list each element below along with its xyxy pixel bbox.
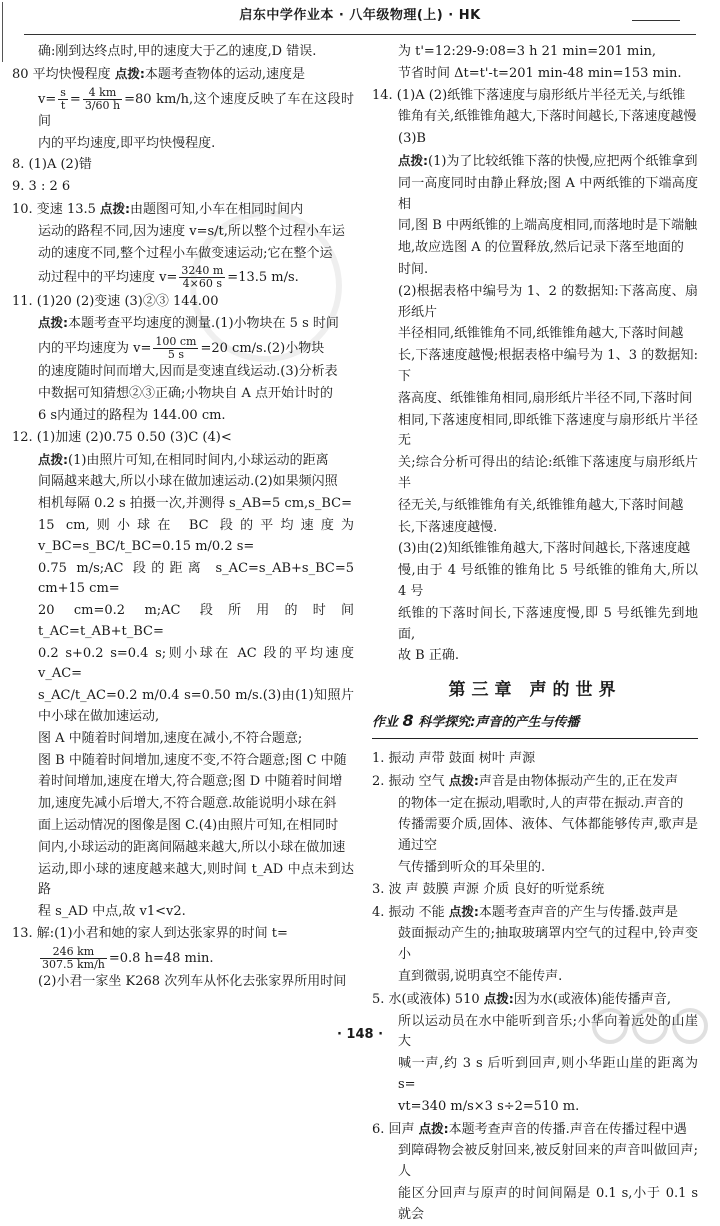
exercise-2-answer: 2. 振动 空气 bbox=[372, 773, 449, 789]
fraction bbox=[83, 87, 122, 112]
exercise-4-line: 直到微弱,说明真空不能传声. bbox=[398, 969, 563, 985]
hint-label: 点拨: bbox=[100, 200, 131, 216]
hint-label: 点拨: bbox=[114, 65, 145, 81]
answer-14-line: (3)由(2)知纸锥锥角越大,下落时间越长,下落速度越 bbox=[398, 541, 691, 557]
exercise-4 bbox=[372, 902, 698, 924]
exercise-4-line: 鼓面振动产生的;抽取玻璃罩内空气的过程中,铃声变小 bbox=[398, 926, 698, 963]
answer-14-hint bbox=[372, 151, 698, 173]
hint-label: 点拨: bbox=[448, 772, 479, 788]
fraction bbox=[153, 336, 198, 361]
section-title bbox=[372, 708, 698, 739]
exercise-1: 1. 振动 声带 鼓面 树叶 声源 bbox=[372, 751, 536, 767]
answer-10-line4 bbox=[12, 265, 354, 290]
hint-label: 点拨: bbox=[38, 315, 68, 331]
denominator: 5 s bbox=[167, 348, 184, 362]
answer-14-line: 时间. bbox=[398, 261, 429, 277]
denominator: 4×60 s bbox=[182, 277, 223, 291]
answer-9: 9. 3 : 2 6 bbox=[12, 179, 71, 195]
answer-13-formula bbox=[12, 946, 354, 971]
formula-text: v= bbox=[38, 91, 57, 107]
exercise-6-line: 到障碍物会被反射回来,被反射回来的声音叫做回声;人 bbox=[398, 1143, 698, 1180]
exercise-4-answer: 4. 振动 不能 bbox=[372, 904, 449, 920]
answer-12-line: 面上运动情况的图像是图 C.(4)由照片可知,在相同时 bbox=[38, 818, 339, 834]
answer-11-hint bbox=[12, 313, 354, 335]
answer-13-cont1: 为 t'=12:29-9:08=3 h 21 min=201 min, bbox=[398, 44, 657, 59]
fraction bbox=[58, 87, 68, 112]
answer-14: 14. (1)A (2)纸锥下落速度与扇形纸片半径无关,与纸锥 bbox=[372, 87, 686, 103]
denominator: t bbox=[60, 98, 66, 112]
answer-12-line: s_AC/t_AC=0.2 m/0.4 s=0.50 m/s.(3)由(1)知照片中小球在做加速运动, bbox=[38, 688, 354, 725]
hint-label: 点拨: bbox=[418, 1120, 449, 1136]
answer-8: 8. (1)A (2)错 bbox=[12, 157, 92, 173]
header-rule bbox=[24, 34, 696, 35]
hint-text: 声音是由物体振动产生的,正在发声 bbox=[478, 773, 678, 789]
answer-12-line: 20 cm=0.2 m;AC 段所用的时间 t_AC=t_AB+t_BC= bbox=[38, 603, 354, 639]
answer-7 bbox=[12, 64, 354, 86]
answer-11-line4: 中数据可知猜想②③正确;小物块自 A 点开始计时的 bbox=[38, 386, 334, 402]
denominator: 307.5 km/h bbox=[42, 957, 105, 971]
answer-12-line: 加,速度先减小后增大,不符合题意.故能说明小球在斜 bbox=[38, 796, 337, 812]
exercise-5-line: vt=340 m/s×3 s÷2=510 m. bbox=[398, 1098, 580, 1114]
answer-12-hint bbox=[12, 450, 354, 472]
exercise-5-line: 喊一声,约 3 s 后听到回声,则小华距山崖的距离为 s= bbox=[398, 1056, 698, 1093]
answer-14-line2: 锥角有关,纸锥锥角越大,下落时间越长,下落速度越慢 bbox=[398, 109, 697, 125]
formula-text: =0.8 h=48 min. bbox=[108, 950, 214, 966]
answer-13-line2: (2)小君一家坐 K268 次列车从怀化去张家界所用时间 bbox=[38, 974, 347, 990]
denominator: 3/60 h bbox=[84, 98, 121, 112]
answer-14-line: 长,下落速度越慢. bbox=[398, 519, 498, 535]
hint-label: 点拨: bbox=[483, 990, 514, 1006]
exercise-5-answer: 5. 水(或液体) 510 bbox=[372, 991, 484, 1007]
answer-14-line3: (3)B bbox=[398, 131, 426, 147]
answer-12-line: 运动,即小球的速度越来越大,则时间 t_AD 中点未到达路 bbox=[38, 861, 354, 898]
answer-14-line: 故 B 正确. bbox=[398, 648, 459, 664]
formula-text: =13.5 m/s. bbox=[227, 270, 299, 286]
numerator: 3240 m bbox=[181, 264, 224, 278]
hint-label: 点拨: bbox=[448, 903, 479, 919]
answer-12-line: 间隔越来越大,所以小球在做加速运动.(2)如果频闪照 bbox=[38, 474, 338, 490]
line-d-wrong: 确:刚到达终点时,甲的速度大于乙的速度,D 错误. bbox=[38, 44, 317, 59]
answer-14-line: 落高度、纸锥锥角相同,扇形纸片半径不同,下落时间 bbox=[398, 390, 693, 406]
exercise-2-line: 传播需要介质,固体、液体、气体都能够传声,歌声是通过空 bbox=[398, 817, 698, 854]
answer-14-line: 相同,下落速度相同,即纸锥下落速度与扇形纸片半径无 bbox=[398, 412, 698, 449]
answer-12-line: 图 A 中随着时间增加,速度在减小,不符合题意; bbox=[38, 730, 303, 746]
answer-14-line: 半径相同,纸锥锥角不同,纸锥锥角越大,下落时间越 bbox=[398, 326, 684, 342]
answer-10-text: 10. 变速 13.5 bbox=[12, 201, 101, 217]
exercise-2-line: 的物体一定在振动,唱歌时,人的声带在振动.声音的 bbox=[398, 795, 684, 811]
answer-12-line: 15 cm,则小球在 BC 段的平均速度为 v_BC=s_BC/t_BC=0.15 m/0.2 s= bbox=[38, 517, 354, 554]
formula-text: 内的平均速度为 v= bbox=[38, 341, 152, 357]
hint-label: 点拨: bbox=[398, 152, 428, 168]
answer-11: 11. (1)20 (2)变速 (3)②③ 144.00 bbox=[12, 293, 219, 309]
hint-label: 点拨: bbox=[38, 451, 68, 467]
answer-12-line: 着时间增加,速度在增大,符合题意;图 D 中随着时间增 bbox=[38, 774, 343, 790]
fraction bbox=[40, 946, 107, 971]
answer-12-line: 0.2 s+0.2 s=0.4 s;则小球在 AC 段的平均速度 v_AC= bbox=[38, 645, 354, 682]
answer-14-line: 关;综合分析可得出的结论:纸锥下落速度与扇形纸片半 bbox=[398, 455, 698, 491]
answer-14-line: 纸锥的下落时间长,下落速度慢,即 5 号纸锥先到地面, bbox=[398, 605, 698, 642]
answer-14-line: 慢,由于 4 号纸锥的锥角比 5 号纸锥的锥角大,所以 4 号 bbox=[398, 563, 698, 599]
page-header: 启东中学作业本 · 八年级物理(上) · HK bbox=[239, 8, 481, 23]
exercise-2 bbox=[372, 771, 698, 793]
numerator: 4 km bbox=[83, 87, 122, 100]
exercise-5-line: 所以运动员在水中能听到音乐;小华向着远处的山崖大 bbox=[398, 1013, 698, 1050]
exercise-3: 3. 波 声 鼓膜 声源 介质 良好的听觉系统 bbox=[372, 881, 605, 897]
answer-14-line: 长,下落速度越慢;根据表格中编号为 1、3 的数据知:下 bbox=[398, 348, 698, 384]
hint-text: 本题考查声音的传播.声音在传播过程中遇 bbox=[448, 1121, 687, 1137]
answer-14-line: 径无关,与纸锥锥角有关,纸锥锥角越大,下落时间越 bbox=[398, 497, 684, 513]
exercise-6-answer: 6. 回声 bbox=[372, 1121, 419, 1137]
left-column bbox=[12, 42, 354, 1014]
exercise-2-line: 气传播到听众的耳朵里的. bbox=[398, 860, 546, 876]
section-label: 作业 bbox=[372, 715, 403, 731]
answer-12-line: 程 s_AD 中点,故 v1<v2. bbox=[38, 904, 186, 920]
answer-13: 13. 解:(1)小君和她的家人到达张家界的时间 t= bbox=[12, 926, 288, 942]
answer-12-line: 0.75 m/s;AC 段的距离 s_AC=s_AB+s_BC=5 cm+15 cm= bbox=[38, 560, 354, 597]
section-number: 8 bbox=[402, 711, 414, 731]
answer-11-line5: 6 s内通过的路程为 144.00 cm. bbox=[38, 407, 226, 423]
numerator: 246 km bbox=[40, 946, 107, 959]
hint-text: 因为水(或液体)能传播声音, bbox=[513, 991, 672, 1007]
hint-text: 本题考查声音的产生与传播.鼓声是 bbox=[478, 904, 678, 920]
answer-7-formula bbox=[12, 87, 354, 133]
formula-text: = bbox=[69, 91, 81, 107]
fraction bbox=[179, 265, 225, 290]
page-number: · 148 · bbox=[336, 1027, 384, 1043]
answer-11-line3: 的速度随时间而增大,因而是变速直线运动.(3)分析表 bbox=[38, 364, 338, 380]
hint-text: (1)为了比较纸锥下落的快慢,应把两个纸锥拿到 bbox=[428, 153, 698, 169]
answer-14-line: 同一高度同时由静止释放;图 A 中两纸锥的下端高度相 bbox=[398, 175, 698, 212]
answer-14-line: (2)根据表格中编号为 1、2 的数据知:下落高度、扇形纸片 bbox=[398, 283, 698, 320]
answer-14-line: 同,图 B 中两纸锥的上端高度相同,而落地时是下端触 bbox=[398, 218, 698, 234]
answer-12-line: 图 B 中随着时间增加,速度不变,不符合题意;图 C 中随 bbox=[38, 752, 347, 768]
numerator: s bbox=[60, 85, 66, 99]
section-name: 科学探究:声音的产生与传播 bbox=[413, 715, 580, 731]
formula-text: =80 km/h,这个速度反映了车在这段时间 bbox=[38, 91, 354, 129]
hint-text: 本题考查物体的运动,速度是 bbox=[144, 66, 305, 82]
right-column bbox=[372, 42, 698, 1222]
answer-14-line: 地,故应选图 A 的位置释放,然后记录下落至地面的 bbox=[398, 240, 684, 256]
answer-10 bbox=[12, 199, 354, 221]
answer-7-text: 80 平均快慢程度 bbox=[12, 66, 115, 82]
answer-11-line2 bbox=[12, 336, 354, 361]
hint-text: 由题图可知,小车在相同时间内 bbox=[130, 201, 304, 217]
numerator: 100 cm bbox=[155, 335, 197, 349]
exercise-6-line: 能区分回声与原声的时间间隔是 0.1 s,小于 0.1 s 就会 bbox=[398, 1186, 698, 1222]
formula-text: 动过程中的平均速度 v= bbox=[38, 270, 178, 286]
answer-12-line: 相机每隔 0.2 s 拍摄一次,并测得 s_AB=5 cm,s_BC= bbox=[38, 496, 352, 512]
answer-12: 12. (1)加速 (2)0.75 0.50 (3)C (4)< bbox=[12, 429, 232, 445]
hint-text: (1)由照片可知,在相同时间内,小球运动的距离 bbox=[68, 452, 329, 468]
hint-text: 本题考查平均速度的测量.(1)小物块在 5 s 时间 bbox=[68, 316, 339, 332]
chapter-title: 第三章 声的世界 bbox=[448, 680, 622, 701]
answer-7-line3: 内的平均速度,即平均快慢程度. bbox=[38, 135, 216, 151]
exercise-6 bbox=[372, 1119, 698, 1141]
answer-10-line2: 运动的路程不同,因为速度 v=s/t,所以整个过程小车运 bbox=[38, 223, 345, 239]
answer-10-line3: 动的速度不同,整个过程小车做变速运动;它在整个运 bbox=[38, 245, 333, 261]
formula-text: =20 cm/s.(2)小物块 bbox=[200, 341, 325, 357]
answer-13-cont2: 节省时间 Δt=t'-t=201 min-48 min=153 min. bbox=[398, 65, 682, 81]
answer-12-line: 间内,小球运动的距离间隔越来越大,所以小球在做加速 bbox=[38, 839, 346, 855]
header-dash bbox=[632, 20, 680, 21]
